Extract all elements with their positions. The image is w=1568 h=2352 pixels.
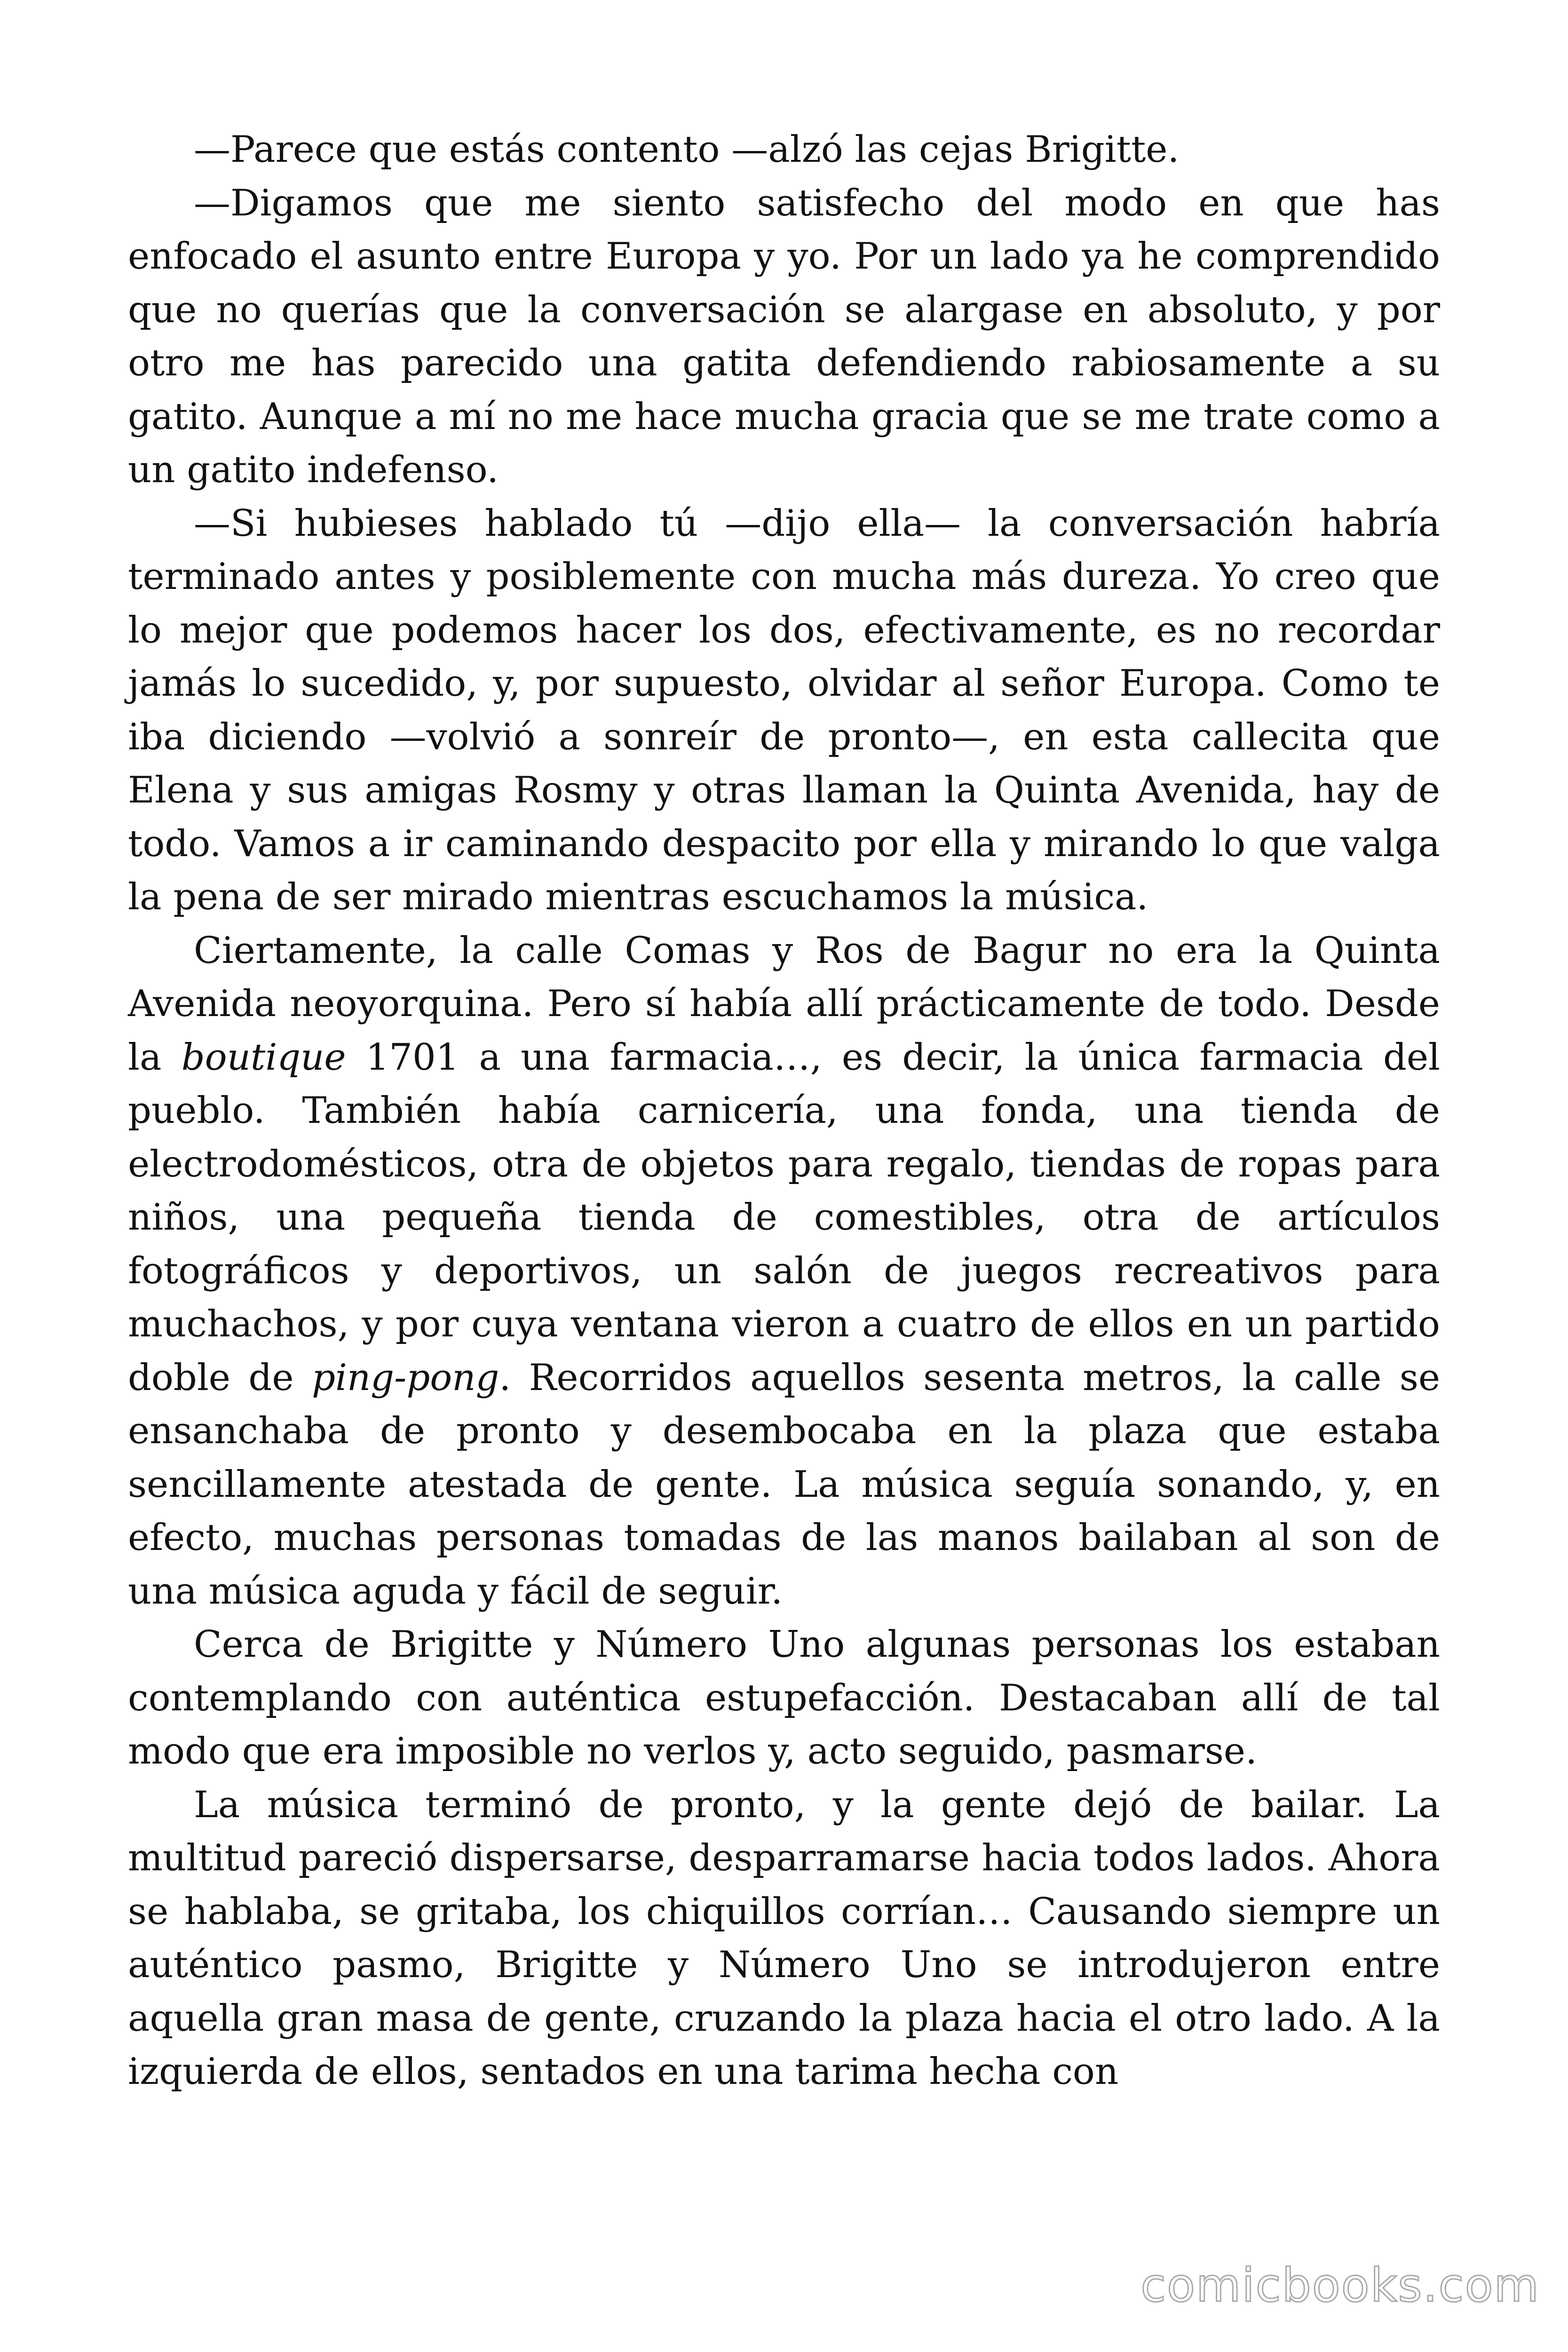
italic-text: boutique: [181, 1036, 346, 1079]
body-text: [128, 123, 1440, 2099]
watermark-text: comicbooks.com: [1140, 2259, 1540, 2312]
paragraph: [128, 497, 1440, 924]
italic-text: ping-pong: [311, 1356, 499, 1399]
text-run: Cerca de Brigitte y Número Uno algunas personas los estaban contemplando con auténtica estupefacción. Destacaban allí de tal modo que era imposible no verlos y, acto seguido, pasmarse.: [128, 1623, 1440, 1772]
paragraph: [128, 123, 1440, 177]
text-run: La música terminó de pronto, y la gente dejó de bailar. La multitud pareció dispersarse, desparramarse hacia todos lados. Ahora se hablaba, se gritaba, los chiquillos corrían… Causando siempre un auténtico pasmo, Brigitte y Número Uno se introdujeron entre aquella gran masa de gente, cruzando la plaza hacia el otro lado. A la izquierda de ellos, sentados en una tarima hecha con: [128, 1783, 1440, 2093]
paragraph: [128, 1779, 1440, 2099]
text-run: —Digamos que me siento satisfecho del modo en que has enfocado el asunto entre Europa y yo. Por un lado ya he comprendido que no querías que la conversación se alargase en absoluto, y por otro me has parecido una gatita defendiendo rabiosamente a su gatito. Aunque a mí no me hace mucha gracia que se me trate como a un gatito indefenso.: [128, 182, 1440, 491]
paragraph: [128, 1618, 1440, 1779]
document-page: [128, 123, 1440, 2099]
paragraph: [128, 924, 1440, 1619]
paragraph: [128, 177, 1440, 497]
text-run: —Parece que estás contento —alzó las cejas Brigitte.: [194, 128, 1180, 171]
text-run: —Si hubieses hablado tú —dijo ella— la conversación habría terminado antes y posiblemente con mucha más dureza. Yo creo que lo mejor que podemos hacer los dos, efectivamente, es no recordar jamás lo sucedido, y, por supuesto, olvidar al señor Europa. Como te iba diciendo —volvió a sonreír de pronto—, en esta callecita que Elena y sus amigas Rosmy y otras llaman la Quinta Avenida, hay de todo. Vamos a ir caminando despacito por ella y mirando lo que valga la pena de ser mirado mientras escuchamos la música.: [128, 502, 1440, 918]
text-run: Ciertamente, la calle Comas y Ros de Bagur no era la Quinta Avenida neoyorquina. Pero sí había allí prácticamente de todo. Desde la: [128, 929, 1440, 1079]
text-run: 1701 a una farmacia…, es decir, la única farmacia del pueblo. También había carnicería, una fonda, una tienda de electrodomésticos, otra de objetos para regalo, tiendas de ropas para niños, una pequeña tienda de comestibles, otra de artículos fotográficos y deportivos, un salón de juegos recreativos para muchachos, y por cuya ventana vieron a cuatro de ellos en un partido doble de: [128, 1036, 1440, 1399]
text-run: . Recorridos aquellos sesenta metros, la calle se ensanchaba de pronto y desembocaba en la plaza que estaba sencillamente atestada de gente. La música seguía sonando, y, en efecto, muchas personas tomadas de las manos bailaban al son de una música aguda y fácil de seguir.: [128, 1356, 1441, 1613]
